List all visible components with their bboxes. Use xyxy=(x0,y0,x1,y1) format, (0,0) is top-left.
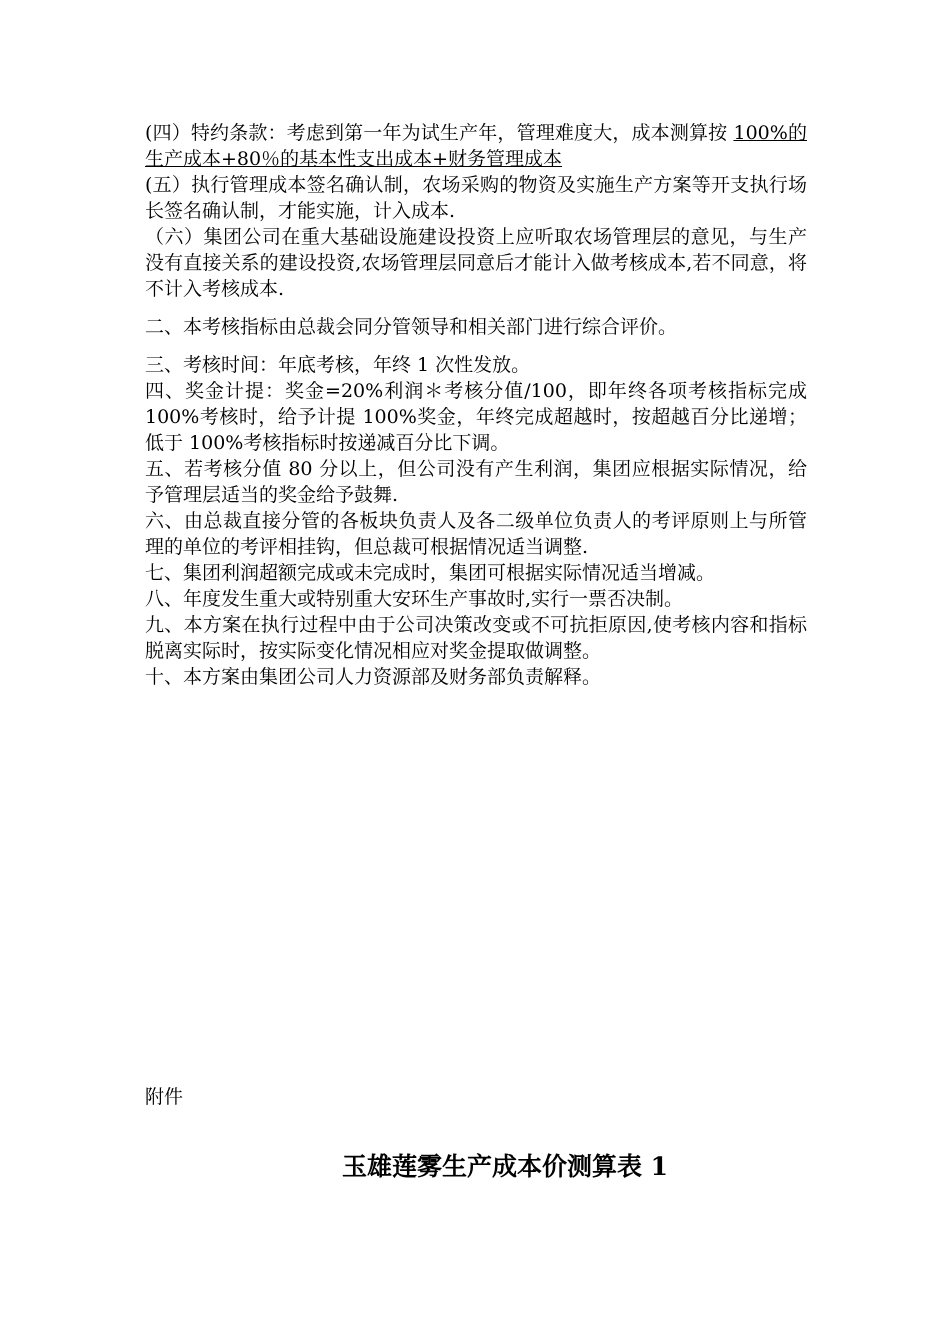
item-5: 五、若考核分值 80 分以上，但公司没有产生利润，集团应根据实际情况，给予管理层适当的奖金给予鼓舞. xyxy=(145,458,807,506)
item-9: 九、本方案在执行过程中由于公司决策改变或不可抗拒原因,使考核内容和指标脱离实际时，按实际变化情况相应对奖金提取做调整。 xyxy=(145,614,807,662)
clause-4 xyxy=(145,120,807,172)
table-title xyxy=(0,1150,950,1184)
item-8: 八、年度发生重大或特别重大安环生产事故时,实行一票否决制。 xyxy=(145,588,684,610)
clause-6: （六）集团公司在重大基础设施建设投资上应听取农场管理层的意见，与生产没有直接关系的建设投资,农场管理层同意后才能计入做考核成本,若不同意，将不计入考核成本. xyxy=(145,226,807,300)
document-body xyxy=(145,120,807,690)
attachment-label: 附件 xyxy=(145,1086,184,1108)
item-6: 六、由总裁直接分管的各板块负责人及各二级单位负责人的考评原则上与所管理的单位的考评相挂钩，但总裁可根据情况适当调整. xyxy=(145,510,807,558)
item-10: 十、本方案由集团公司人力资源部及财务部负责解释。 xyxy=(145,666,602,688)
table-title-text: 玉雄莲雾生产成本价测算表 1 xyxy=(341,1152,669,1181)
clause-4-underlined-text: 100%的生产成本+80％的基本性支出成本+财务管理成本 xyxy=(145,122,807,170)
clause-5: (五）执行管理成本签名确认制，农场采购的物资及实施生产方案等开支执行场长签名确认制，才能实施，计入成本. xyxy=(145,174,807,222)
item-4: 四、奖金计提：奖金=20%利润＊考核分值/100，即年终各项考核指标完成 100%考核时，给予计提 100%奖金，年终完成超越时，按超越百分比递增；低于 100%考核指标时按递减百分比下调。 xyxy=(145,380,807,454)
item-2: 二、本考核指标由总裁会同分管领导和相关部门进行综合评价。 xyxy=(145,316,678,338)
item-3: 三、考核时间：年底考核，年终 1 次性发放。 xyxy=(145,354,531,376)
clause-4-text: (四）特约条款：考虑到第一年为试生产年，管理难度大，成本测算按 xyxy=(145,122,734,144)
item-7: 七、集团利润超额完成或未完成时，集团可根据实际情况适当增减。 xyxy=(145,562,716,584)
